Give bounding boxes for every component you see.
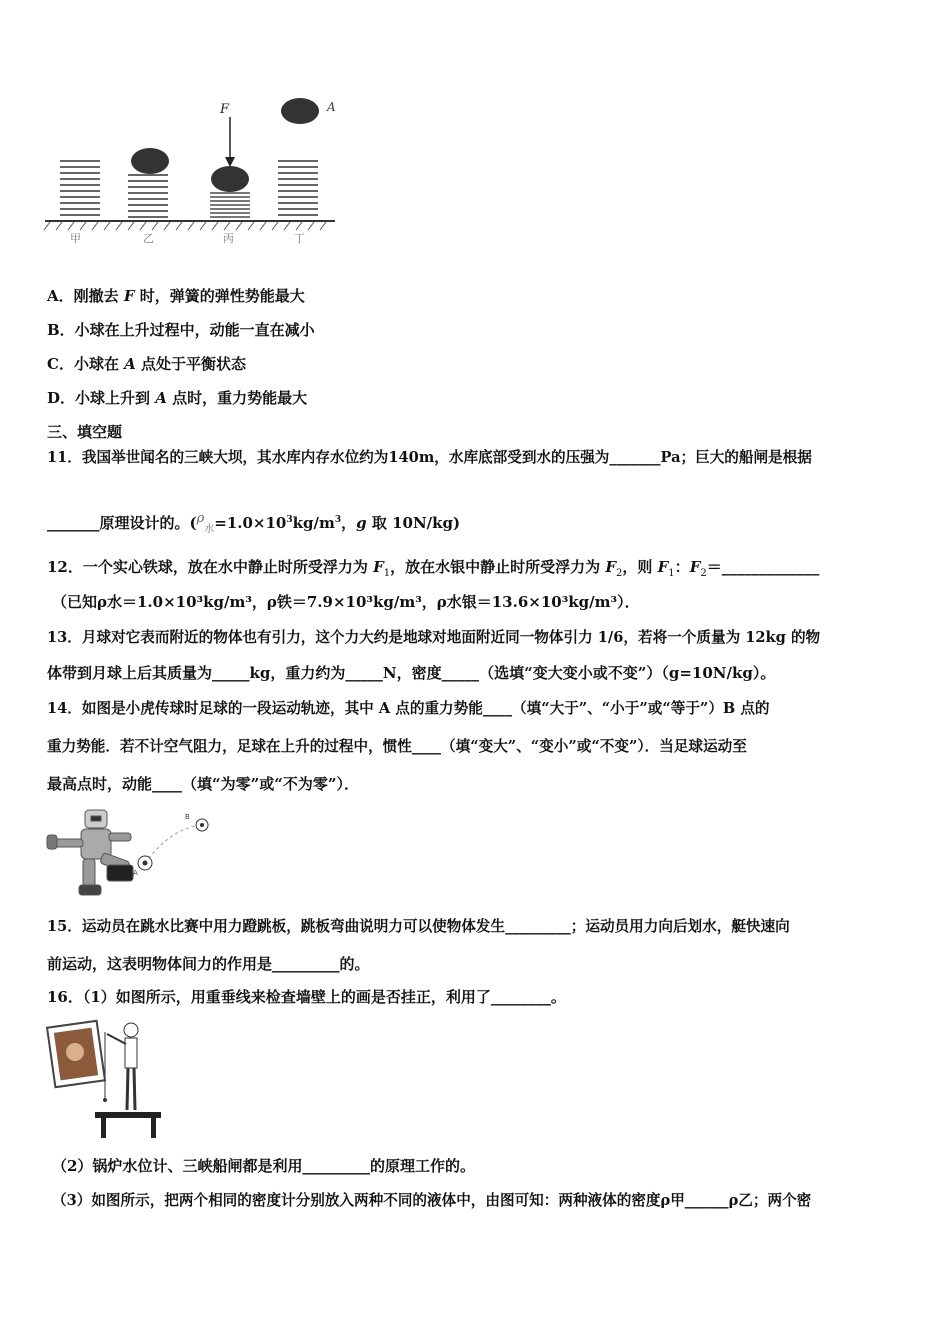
ball-a — [281, 98, 319, 124]
q16-line1: 16．（1）如图所示，用重垂线来检查墙壁上的画是否挂正，利用了________。 — [47, 988, 566, 1006]
robot — [47, 810, 133, 895]
spring-ding — [278, 161, 318, 215]
ball-bing — [211, 166, 249, 192]
stool — [95, 1112, 161, 1118]
plumb-line-figure — [45, 1018, 170, 1140]
q16-line3: （3）如图所示，把两个相同的密度计分别放入两种不同的液体中，由图可知：两种液体的密度ρ甲______ρ乙；两个密 — [52, 1192, 812, 1209]
q13-line1: 13．月球对它表而附近的物体也有引力，这个力大约是地球对地面附近同一物体引力 1/6，若将一个质量为 12kg 的物 — [47, 629, 821, 646]
point-a-label: A — [327, 100, 336, 114]
option-c: C．小球在 A 点处于平衡状态 — [47, 355, 247, 373]
label-bing: 丙 — [223, 232, 234, 245]
springs-ball-figure — [40, 95, 350, 245]
force-label: F — [220, 102, 230, 117]
q15-line1: 15．运动员在跳水比赛中用力蹬跳板，跳板弯曲说明力可以使物体发生_________；运动员用力向后划水，艇快速向 — [47, 918, 790, 935]
option-a: A．刚撤去 F 时，弹簧的弹性势能最大 — [47, 287, 305, 305]
label-ding: 丁 — [294, 232, 305, 245]
ball-yi — [131, 148, 169, 174]
label-yi: 乙 — [143, 232, 154, 245]
q15-line2: 前运动，这表明物体间力的作用是_________的。 — [47, 955, 370, 973]
spring-yi — [128, 175, 168, 217]
fig-label-b: B — [185, 813, 190, 821]
q12-line1: 12．一个实心铁球，放在水中静止时所受浮力为 $F_1$，放在水银中静止时所受浮力为 $F_2$，则 $F_1$：$F_2=\_\_\_\_\_\_\_\_\_\_\_\_\_$ — [47, 558, 820, 579]
q12-line2: （已知ρ水＝1.0×10³kg/m³，ρ铁＝7.9×10³kg/m³，ρ水银＝13.6×10³kg/m³）． — [52, 593, 640, 611]
q11-line2: _______原理设计的。($\rho_水=1.0\times 10^3kg/m^3$，g 取 10N/kg) — [47, 511, 461, 535]
fig-label-a: A — [133, 869, 138, 877]
q14-line3: 最高点时，动能____（填“为零”或“不为零”）． — [47, 775, 360, 793]
q14-line1: 14．如图是小虎传球时足球的一段运动轨迹，其中 A 点的重力势能____（填“大于”、“小于”或“等于”）B 点的 — [47, 700, 770, 717]
q16-line2: （2）锅炉水位计、三峡船闸都是利用_________的原理工作的。 — [52, 1157, 475, 1175]
q13-line2: 体带到月球上后其质量为_____kg，重力约为_____N，密度_____（选填“变大变小或不变”）（g=10N/kg）。 — [47, 664, 776, 682]
label-jia: 甲 — [70, 232, 81, 245]
robot-kick-figure — [45, 805, 225, 900]
option-d: D．小球上升到 A 点时，重力势能最大 — [47, 389, 308, 407]
q11-line1: 11．我国举世闻名的三峡大坝，其水库内存水位约为140m，水库底部受到水的压强为_______Pa；巨大的船闸是根据 — [47, 449, 812, 466]
spring-jia — [60, 161, 100, 215]
option-b: B．小球在上升过程中，动能一直在减小 — [47, 321, 315, 339]
section-title: 三、填空题 — [47, 423, 123, 441]
q14-line2: 重力势能．若不计空气阻力，足球在上升的过程中，惯性____（填“变大”、“变小”或“不变”）．当足球运动至 — [47, 738, 747, 755]
spring-bing — [210, 193, 250, 217]
